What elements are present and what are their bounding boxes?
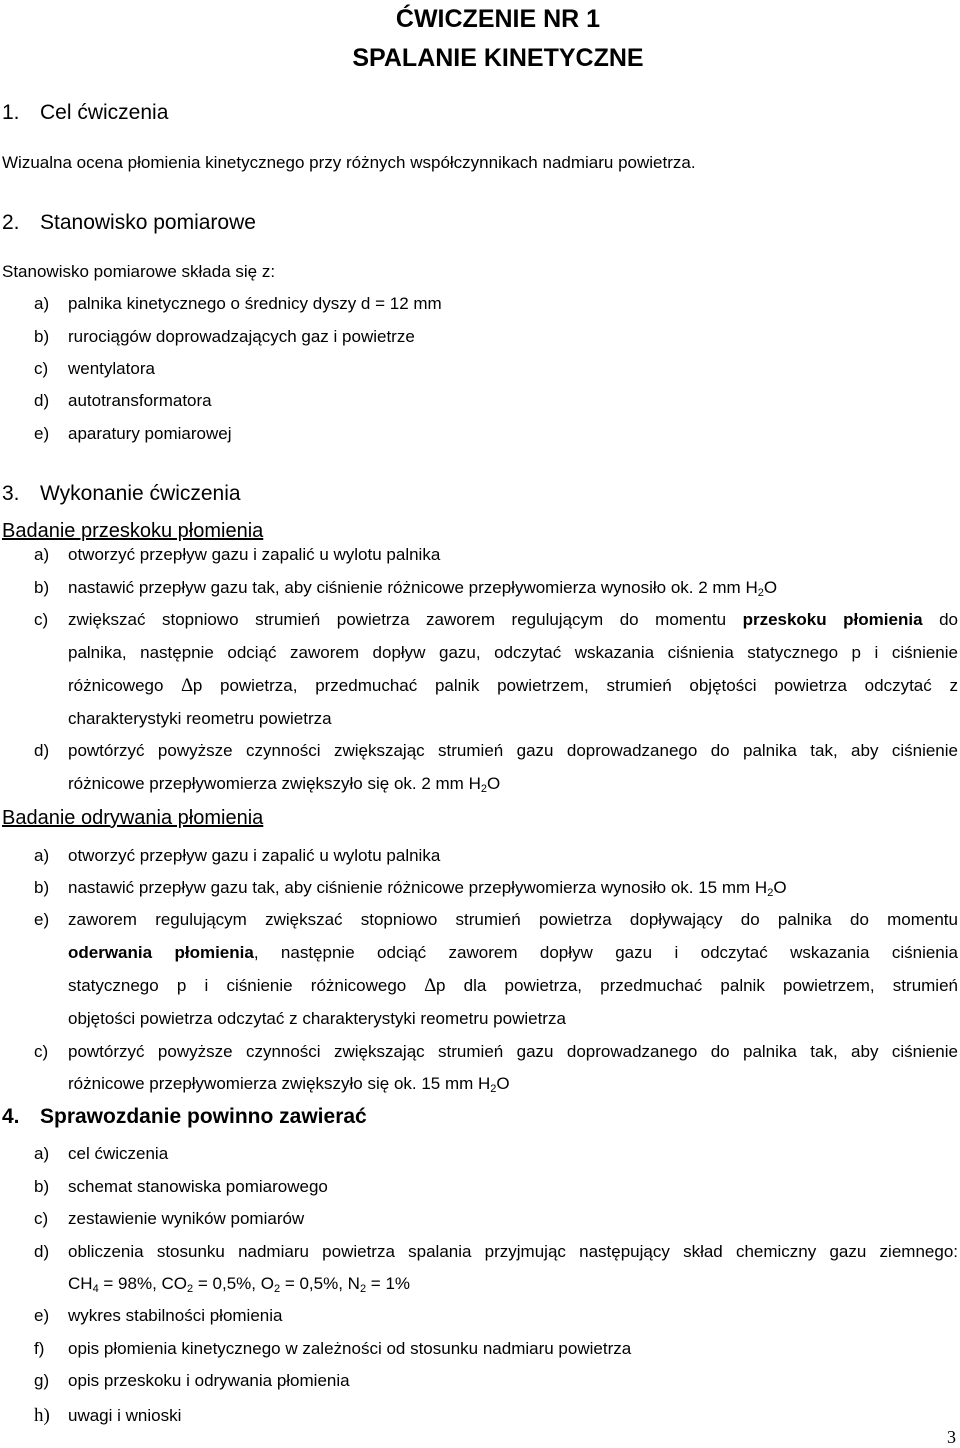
- section2-title: Stanowisko pomiarowe: [40, 211, 256, 234]
- section3-heading: [2, 481, 241, 507]
- document-title-line2: SPALANIE KINETYCZNE: [352, 44, 644, 72]
- delta-symbol: ∆: [424, 975, 437, 996]
- section2-number: 2.: [2, 211, 20, 234]
- section3-number: 3.: [2, 482, 20, 505]
- delta-symbol: ∆: [181, 675, 193, 696]
- page-number: 3: [947, 1427, 956, 1447]
- section4-heading: [2, 1104, 367, 1130]
- section1-number: 1.: [2, 101, 20, 124]
- section2-intro: Stanowisko pomiarowe składa się z:: [2, 262, 276, 281]
- document-title-line1: ĆWICZENIE NR 1: [395, 5, 601, 33]
- section1-title: Cel ćwiczenia: [40, 101, 169, 124]
- subsection-flashback-heading: Badanie przeskoku płomienia: [2, 520, 264, 542]
- subsection-liftoff-heading: Badanie odrywania płomienia: [2, 807, 264, 829]
- section1-text: Wizualna ocena płomienia kinetycznego przy różnych współczynnikach nadmiaru powietrza.: [2, 153, 696, 172]
- section2-heading: [2, 210, 256, 236]
- section4-number: 4.: [2, 1105, 20, 1128]
- section1-heading: [2, 100, 168, 126]
- section3-title: Wykonanie ćwiczenia: [40, 482, 241, 505]
- section4-title: Sprawozdanie powinno zawierać: [40, 1105, 367, 1128]
